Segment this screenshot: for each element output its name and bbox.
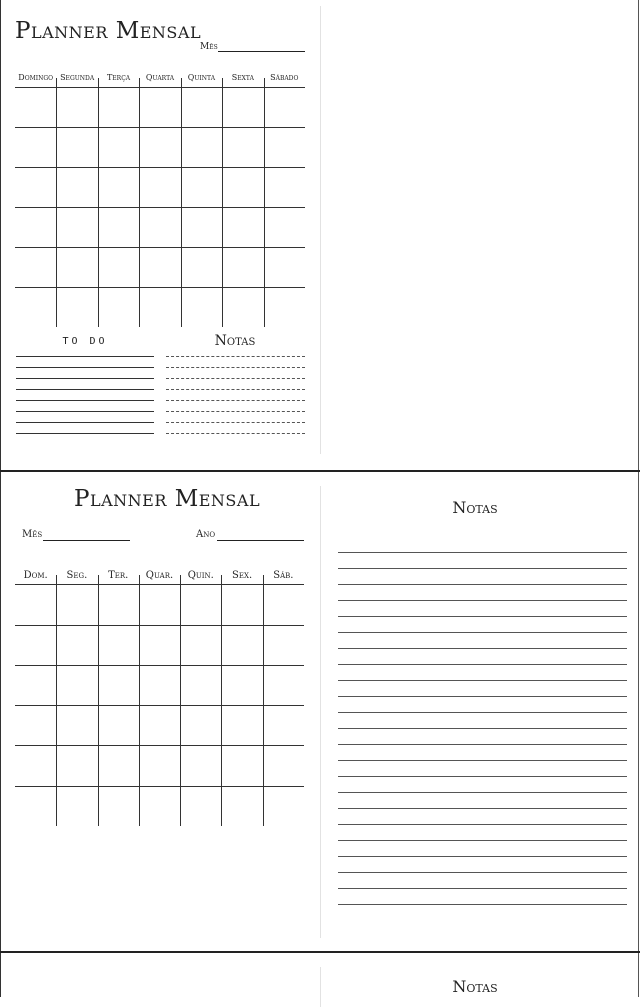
page-edge xyxy=(638,953,639,997)
page-edge xyxy=(638,472,639,951)
notes-line[interactable] xyxy=(338,696,627,697)
weekday-label: Dom. xyxy=(23,570,48,581)
page-edge xyxy=(0,472,1,951)
year-field[interactable] xyxy=(217,540,304,541)
fold-line xyxy=(320,486,321,938)
notes-line[interactable] xyxy=(338,808,627,809)
notes-line[interactable] xyxy=(338,840,627,841)
notes-line[interactable] xyxy=(338,872,627,873)
weekday-label: Sáb. xyxy=(273,570,294,581)
grid-line-vertical xyxy=(263,575,264,826)
weekday-label: Sábado xyxy=(270,73,299,82)
notes-line[interactable] xyxy=(166,433,305,434)
notes-line[interactable] xyxy=(338,584,627,585)
grid-line-horizontal xyxy=(15,207,305,208)
weekday-label: Quin. xyxy=(187,570,214,581)
notes-line[interactable] xyxy=(166,400,305,401)
weekday-label: Segunda xyxy=(60,73,95,82)
notes-line[interactable] xyxy=(166,378,305,379)
notes-title: Notas xyxy=(452,977,498,996)
weekday-label: Sex. xyxy=(232,570,253,581)
todo-line[interactable] xyxy=(16,356,154,357)
todo-line[interactable] xyxy=(16,433,154,434)
grid-line-horizontal xyxy=(15,167,305,168)
notes-line[interactable] xyxy=(338,776,627,777)
todo-line[interactable] xyxy=(16,378,154,379)
month-label: Mês xyxy=(22,529,43,540)
notes-line[interactable] xyxy=(338,632,627,633)
weekday-label: Seg. xyxy=(66,570,88,581)
notes-line[interactable] xyxy=(338,904,627,905)
grid-line-horizontal xyxy=(15,87,305,88)
todo-line[interactable] xyxy=(16,400,154,401)
notes-line[interactable] xyxy=(338,856,627,857)
grid-line-horizontal xyxy=(15,127,305,128)
grid-line-horizontal xyxy=(15,287,305,288)
notes-line[interactable] xyxy=(166,356,305,357)
grid-line-horizontal xyxy=(15,705,304,706)
notes-line[interactable] xyxy=(338,616,627,617)
page-title: Planner Mensal xyxy=(74,486,261,512)
notes-title: Notas xyxy=(452,498,498,517)
notes-line[interactable] xyxy=(338,664,627,665)
notes-line[interactable] xyxy=(338,792,627,793)
grid-line-horizontal xyxy=(15,745,304,746)
notes-line[interactable] xyxy=(338,728,627,729)
todo-line[interactable] xyxy=(16,422,154,423)
todo-line[interactable] xyxy=(16,389,154,390)
notes-line[interactable] xyxy=(338,552,627,553)
grid-line-vertical xyxy=(181,78,182,327)
grid-line-horizontal xyxy=(15,625,304,626)
grid-line-vertical xyxy=(180,575,181,826)
page-edge xyxy=(0,953,1,997)
weekday-label: Domingo xyxy=(18,73,54,82)
fold-line xyxy=(320,967,321,1007)
page-title: Planner Mensal xyxy=(15,18,202,44)
grid-line-vertical xyxy=(98,78,99,327)
weekday-label: Quinta xyxy=(187,73,216,82)
month-field[interactable] xyxy=(218,51,305,52)
notes-line[interactable] xyxy=(338,760,627,761)
notes-line[interactable] xyxy=(166,389,305,390)
grid-line-vertical xyxy=(222,78,223,327)
fold-line xyxy=(320,6,321,454)
grid-line-vertical xyxy=(56,575,57,826)
page-edge xyxy=(638,0,639,470)
grid-line-vertical xyxy=(98,575,99,826)
grid-line-vertical xyxy=(139,78,140,327)
notes-line[interactable] xyxy=(338,888,627,889)
planner-page-3 xyxy=(0,951,640,997)
weekday-label: Ter. xyxy=(108,570,129,581)
notes-line[interactable] xyxy=(166,367,305,368)
planner-page-2 xyxy=(0,470,640,951)
grid-line-horizontal xyxy=(15,665,304,666)
grid-line-vertical xyxy=(139,575,140,826)
weekday-label: Terça xyxy=(106,73,131,82)
notes-line[interactable] xyxy=(338,648,627,649)
notes-line[interactable] xyxy=(166,422,305,423)
todo-title: TO DO xyxy=(62,336,108,347)
notes-line[interactable] xyxy=(338,744,627,745)
notes-line[interactable] xyxy=(338,680,627,681)
notes-line[interactable] xyxy=(166,411,305,412)
grid-line-vertical xyxy=(264,78,265,327)
page-edge xyxy=(0,0,1,470)
grid-line-vertical xyxy=(221,575,222,826)
notes-title: Notas xyxy=(214,333,256,349)
weekday-label: Quarta xyxy=(145,73,175,82)
notes-line[interactable] xyxy=(338,568,627,569)
month-label: Mês xyxy=(200,42,218,52)
grid-line-horizontal xyxy=(15,584,304,585)
grid-line-horizontal xyxy=(15,247,305,248)
notes-line[interactable] xyxy=(338,712,627,713)
weekday-label: Sexta xyxy=(231,73,254,82)
weekday-label: Quar. xyxy=(145,570,174,581)
grid-line-horizontal xyxy=(15,786,304,787)
year-label: Ano xyxy=(196,529,216,540)
todo-line[interactable] xyxy=(16,367,154,368)
todo-line[interactable] xyxy=(16,411,154,412)
grid-line-vertical xyxy=(56,78,57,327)
notes-line[interactable] xyxy=(338,824,627,825)
month-field[interactable] xyxy=(43,540,130,541)
notes-line[interactable] xyxy=(338,600,627,601)
planner-page-1 xyxy=(0,0,640,470)
